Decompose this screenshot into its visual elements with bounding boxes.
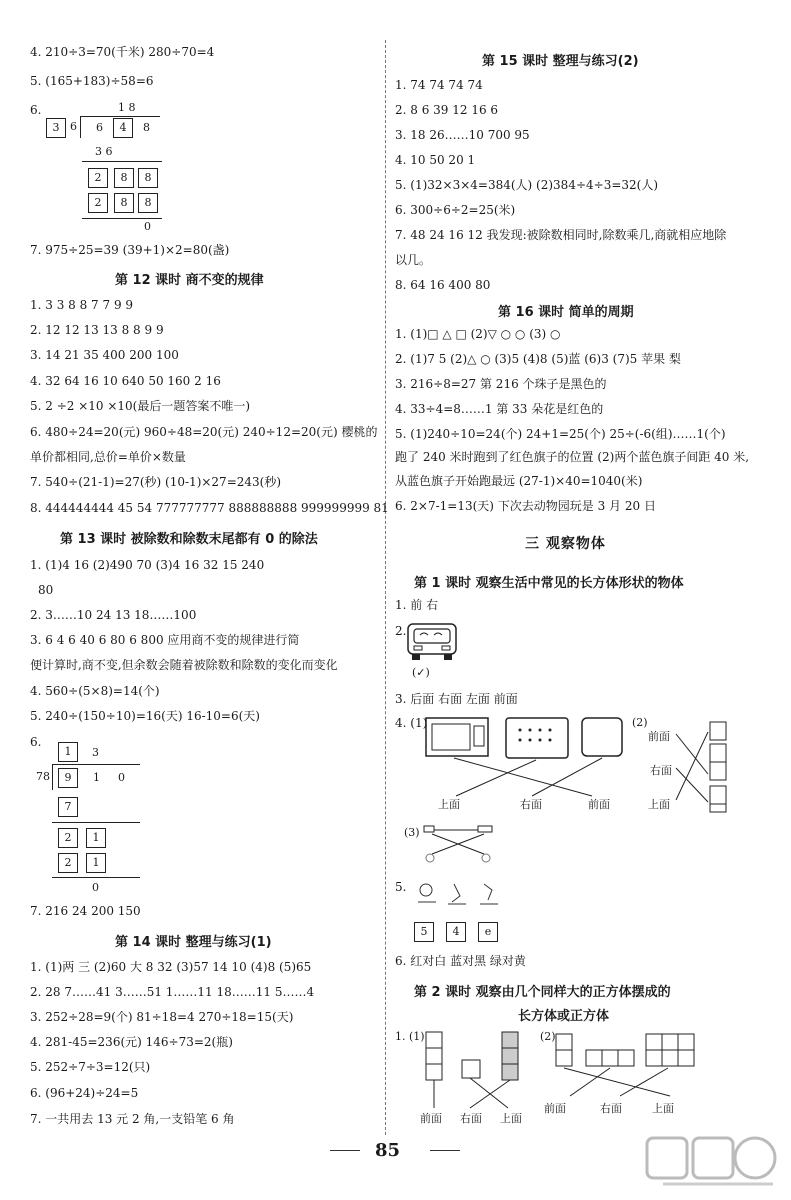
bus-front-illustration [404, 622, 464, 664]
question-label: 1. (1) [395, 1030, 425, 1043]
section-heading: 第 15 课时 整理与练习(2) [482, 54, 639, 69]
view-label: 前面 [420, 1112, 442, 1125]
section-heading: 第 1 课时 观察生活中常见的长方体形状的物体 [414, 576, 684, 591]
question-label: 2. [395, 624, 407, 638]
division-rule [52, 822, 140, 823]
answer-box: 1 [86, 828, 106, 848]
text-line: 7. 一共用去 13 元 2 角,一支铅笔 6 角 [30, 1112, 235, 1126]
appliance-views-diagram [424, 716, 634, 808]
text-line: 7. 975÷25=39 (39+1)×2=80(盏) [30, 243, 230, 257]
question-label: 6. [30, 103, 42, 117]
text-line: 2. 12 12 13 13 8 8 9 9 [30, 323, 164, 337]
answer-box: 3 [46, 118, 66, 138]
section-heading: 第 13 课时 被除数和除数末尾都有 0 的除法 [60, 532, 318, 547]
quotient: 1 8 [118, 101, 136, 114]
section-heading: 长方体或正方体 [518, 1009, 610, 1024]
divisor: 78 [36, 770, 50, 783]
cube-stack-views-2 [550, 1030, 700, 1100]
division-bar [80, 116, 160, 117]
digit: 1 [93, 771, 100, 784]
text-line: 4. 33÷4=8……1 第 33 朵花是红色的 [395, 402, 604, 416]
division-bracket [80, 116, 81, 138]
text-line: 4. 32 64 16 10 640 50 160 2 16 [30, 374, 221, 388]
division-rule [82, 161, 162, 162]
view-label: 上面 [438, 798, 460, 811]
answer-box: 2 [58, 853, 78, 873]
division-rule [52, 877, 140, 878]
digit: 3 [92, 746, 99, 759]
text-line: 6. 480÷24=20(元) 960÷48=20(元) 240÷12=20(元) 樱桃的 [30, 425, 378, 439]
remainder: 0 [92, 881, 99, 894]
text-line: 4. 281-45=236(元) 146÷73=2(瓶) [30, 1035, 233, 1049]
text-line: 5. 2 ÷2 ×10 ×10(最后一题答案不唯一) [30, 399, 251, 413]
text-line: 3. 252÷28=9(个) 81÷18=4 270÷18=15(天) [30, 1010, 294, 1024]
text-line: 8. 444444444 45 54 777777777 888888888 999999999 81 [30, 501, 389, 515]
text-line: 7. 216 24 200 150 [30, 904, 141, 918]
column-divider [385, 40, 386, 1135]
cube-views-diagram [674, 718, 734, 814]
text-line: 3. 14 21 35 400 200 100 [30, 348, 179, 362]
matching-diagram [422, 824, 502, 864]
chapter-heading: 三 观察物体 [525, 536, 606, 552]
text-line: 4. 560÷(5×8)=14(个) [30, 684, 160, 698]
cube-stack-views-1 [414, 1030, 534, 1120]
section-heading: 第 2 课时 观察由几个同样大的正方体摆成的 [414, 985, 671, 1000]
text-line: 5. (1)240÷10=24(个) 24+1=25(个) 25÷(-6(组)……1(个) [395, 427, 726, 441]
division-bar [52, 764, 140, 765]
view-label: 前面 [544, 1102, 566, 1115]
toy-figures-illustration [414, 880, 514, 922]
text-line: 单价都相同,总价=单价×数量 [30, 450, 186, 464]
footer-rule [330, 1150, 360, 1151]
question-label: (3) [404, 826, 420, 839]
text-line: 6. 红对白 蓝对黑 绿对黄 [395, 954, 526, 968]
digit: 8 [143, 121, 150, 134]
watermark-logo [643, 1132, 783, 1192]
answer-box: e [478, 922, 498, 942]
answer-box: 4 [113, 118, 133, 138]
text-line: 6. (96+24)÷24=5 [30, 1086, 139, 1100]
text-line: 以几。 [395, 253, 432, 267]
answer-box: 2 [88, 168, 108, 188]
text-line: 5. 240÷(150÷10)=16(天) 16-10=6(天) [30, 709, 260, 723]
division-rule [82, 218, 162, 219]
section-heading: 第 12 课时 商不变的规律 [115, 273, 264, 288]
division-bracket [52, 764, 53, 790]
text-line: 8. 64 16 400 80 [395, 278, 491, 292]
view-label: 上面 [648, 798, 670, 811]
question-label: 4. (1) [395, 716, 428, 730]
page-number: 85 [375, 1140, 401, 1161]
text-line: 1. 3 3 8 8 7 7 9 9 [30, 298, 134, 312]
text-line: 从蓝色旗子开始跑最远 (27-1)×40=1040(米) [395, 474, 643, 488]
text-line: 3. 216÷8=27 第 216 个珠子是黑色的 [395, 377, 607, 391]
question-label: (2) [632, 716, 648, 729]
question-label: 6. [30, 735, 42, 749]
answer-box: 2 [88, 193, 108, 213]
check-mark: (✓) [412, 666, 430, 679]
view-label: 右面 [460, 1112, 482, 1125]
view-label: 上面 [652, 1102, 674, 1115]
answer-box: 1 [86, 853, 106, 873]
question-label: (2) [540, 1030, 556, 1043]
text-line: 6. 2×7-1=13(天) 下次去动物园玩是 3 月 20 日 [395, 499, 656, 513]
text-line: 1. (1)□ △ □ (2)▽ ○ ○ (3) ○ [395, 327, 561, 341]
text-line: 2. 3……10 24 13 18……100 [30, 608, 197, 622]
answer-box: 9 [58, 768, 78, 788]
text-line: 5. (165+183)÷58=6 [30, 74, 154, 88]
text-line: 3. 18 26……10 700 95 [395, 128, 530, 142]
partial-product: 3 6 [95, 145, 113, 158]
remainder: 0 [144, 220, 151, 233]
text-line: 5. 252÷7÷3=12(只) [30, 1060, 151, 1074]
text-line: 1. (1)两 三 (2)60 大 8 32 (3)57 14 10 (4)8 (5)65 [30, 960, 312, 974]
text-line: 6. 300÷6÷2=25(米) [395, 203, 516, 217]
view-label: 右面 [520, 798, 542, 811]
view-label: 前面 [588, 798, 610, 811]
answer-box: 2 [58, 828, 78, 848]
digit: 6 [70, 120, 77, 133]
text-line: 便计算时,商不变,但余数会随着被除数和除数的变化而变化 [30, 658, 338, 672]
text-line: 1. 前 右 [395, 598, 439, 612]
text-line: 2. 28 7……41 3……51 1……11 18……11 5……4 [30, 985, 315, 999]
text-line: 跑了 240 米时跑到了红色旗子的位置 (2)两个蓝色旗子间距 40 米, [395, 450, 750, 464]
section-heading: 第 14 课时 整理与练习(1) [115, 935, 272, 950]
footer-rule [430, 1150, 460, 1151]
text-line: 2. 8 6 39 12 16 6 [395, 103, 499, 117]
answer-box: 5 [414, 922, 434, 942]
text-line: 4. 210÷3=70(千米) 280÷70=4 [30, 45, 215, 59]
text-line: 5. (1)32×3×4=384(人) (2)384÷4÷3=32(人) [395, 178, 659, 192]
text-line: 2. (1)7 5 (2)△ ○ (3)5 (4)8 (5)蓝 (6)3 (7)5 苹果 梨 [395, 352, 681, 366]
answer-box: 4 [446, 922, 466, 942]
digit: 0 [118, 771, 125, 784]
answer-box: 8 [114, 193, 134, 213]
answer-box: 7 [58, 797, 78, 817]
view-label: 上面 [500, 1112, 522, 1125]
text-line: 1. (1)4 16 (2)490 70 (3)4 16 32 15 240 [30, 558, 265, 572]
answer-box: 8 [114, 168, 134, 188]
section-heading: 第 16 课时 简单的周期 [498, 305, 634, 320]
view-label: 右面 [650, 764, 672, 777]
answer-box: 8 [138, 168, 158, 188]
digit: 6 [96, 121, 103, 134]
view-label: 前面 [648, 730, 670, 743]
text-line: 4. 10 50 20 1 [395, 153, 476, 167]
text-line: 7. 48 24 16 12 我发现:被除数相同时,除数乘几,商就相应地除 [395, 228, 727, 242]
question-label: 5. [395, 880, 407, 894]
text-line: 3. 6 4 6 40 6 80 6 800 应用商不变的规律进行简 [30, 633, 300, 647]
answer-box: 8 [138, 193, 158, 213]
text-line: 80 [38, 583, 54, 597]
text-line: 1. 74 74 74 74 [395, 78, 483, 92]
view-label: 右面 [600, 1102, 622, 1115]
answer-box: 1 [58, 742, 78, 762]
text-line: 3. 后面 右面 左面 前面 [395, 692, 518, 706]
text-line: 7. 540÷(21-1)=27(秒) (10-1)×27=243(秒) [30, 475, 282, 489]
